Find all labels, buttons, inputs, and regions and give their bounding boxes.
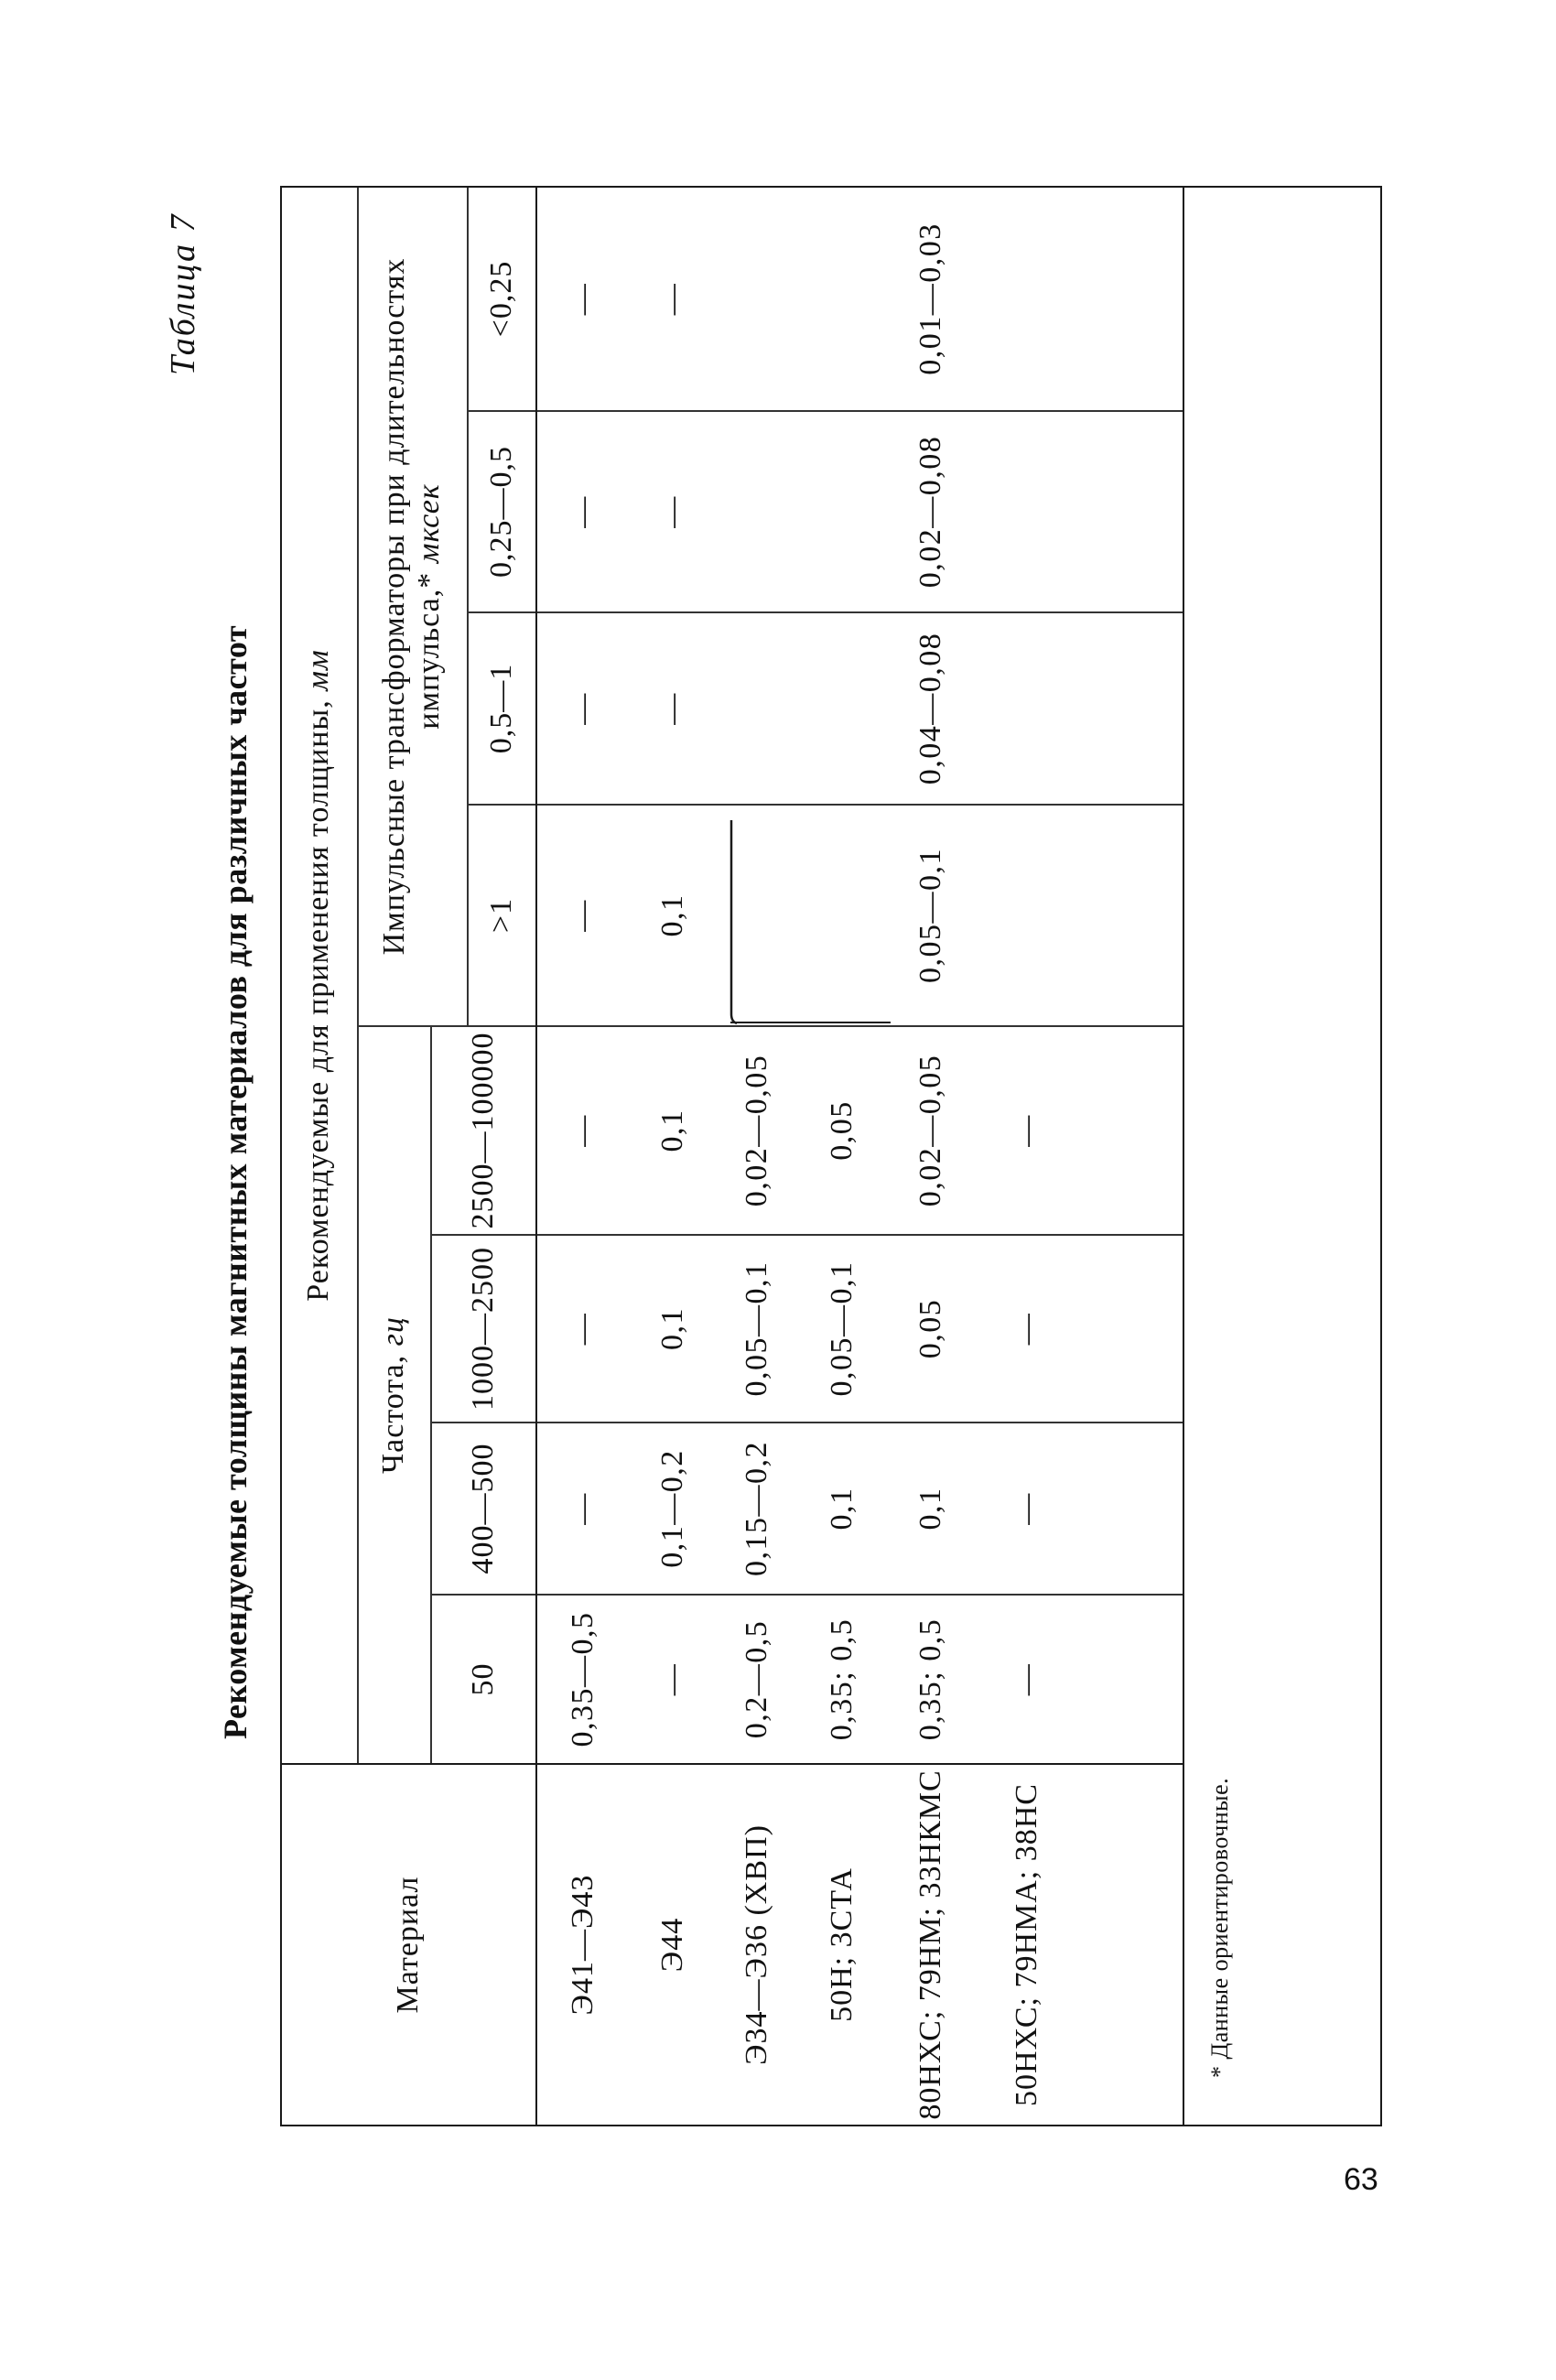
unit-mm: мм: [301, 649, 335, 691]
row-6-col-4: —: [1010, 1114, 1043, 1147]
row-5-col-1: 0,35; 0,5: [913, 1617, 947, 1741]
row-3-col-2: 0,15—0,2: [740, 1441, 773, 1576]
col-header-lt0.25: <0,25: [483, 260, 518, 338]
row-2-col-5: 0,1: [654, 893, 689, 937]
row-3-col-1: 0,2—0,5: [740, 1619, 773, 1739]
row-6-material: 50НХС; 79НМА; 38НС: [1010, 1783, 1043, 2106]
recommended-header-text: Рекомендуемые для применения толщины,: [301, 699, 335, 1302]
row-4-col-2: 0,1: [824, 1487, 859, 1531]
row-1-col-4: —: [566, 1114, 600, 1147]
page-number: 63: [1344, 2162, 1378, 2197]
table-label: Таблица 7: [164, 212, 202, 375]
table-left-border: [280, 2125, 1382, 2126]
row-2-col-4: 0,1: [654, 1109, 689, 1152]
row-1-material: Э41—Э43: [566, 1874, 600, 2016]
row-6-col-3: —: [1010, 1312, 1043, 1346]
row-2-col-3: 0,1: [654, 1307, 689, 1350]
row-1-col-1: 0,35—0,5: [566, 1611, 600, 1747]
col-header-400-500: 400—500: [465, 1443, 500, 1574]
brace-line: [730, 1022, 891, 1023]
row-1-col-3: —: [566, 1312, 600, 1346]
row-2-col-2: 0,1—0,2: [654, 1449, 689, 1568]
row-2-material: Э44: [654, 1917, 689, 1973]
row-group-brace: [728, 796, 856, 1034]
row-5-material: 80НХС; 79НМ; 33НКМС: [913, 1769, 947, 2120]
row-3-material: Э34—Э36 (ХВП): [740, 1824, 773, 2065]
frequency-header: [357, 1027, 430, 1763]
row-1-col-7: —: [566, 495, 600, 528]
col-header-0.5-1: 0,5—1: [483, 663, 518, 754]
row-5-col-6: 0,04—0,08: [913, 632, 947, 785]
unit-us: мксек: [412, 483, 446, 564]
col-header-gt1: >1: [483, 897, 518, 934]
col-header-0.25-0.5: 0,25—0,5: [483, 446, 518, 578]
material-header-text: Материал: [390, 1876, 425, 2014]
row-5-col-3: 0,05: [913, 1298, 947, 1359]
footnote-divider: [1183, 186, 1184, 2126]
table-title: Рекомендуемые толщины магнитных материалов для различных частот: [217, 624, 254, 1739]
table-bottom-border: [1380, 186, 1382, 2126]
row-1-col-5: —: [566, 899, 600, 932]
material-header: [280, 1765, 535, 2125]
row-4-col-4: 0,05: [824, 1100, 859, 1161]
row-3-col-4: 0,02—0,05: [740, 1054, 773, 1207]
col-header-1000-2500: 1000—2500: [465, 1247, 500, 1411]
row-2-col-8: —: [654, 282, 689, 316]
row-2-col-6: —: [654, 692, 689, 725]
row-5-col-2: 0,1: [913, 1487, 947, 1531]
row-6-col-2: —: [1010, 1492, 1043, 1525]
row-2-col-1: —: [654, 1662, 689, 1696]
col-header-50: 50: [465, 1662, 500, 1696]
row-5-col-4: 0,02—0,05: [913, 1054, 947, 1207]
row-4-material: 50Н; 3СТА: [824, 1867, 859, 2022]
col-header-2500-100000: 2500—100000: [465, 1032, 500, 1229]
pulse-header: [357, 188, 467, 1025]
row-6-col-1: —: [1010, 1662, 1043, 1696]
row-1-col-6: —: [566, 692, 600, 725]
pulse-header-text-2: импульса,*: [412, 571, 446, 730]
row-4-col-1: 0,35; 0,5: [824, 1617, 859, 1741]
row-5-col-8: 0,01—0,03: [913, 222, 947, 375]
frequency-header-text: Частота,: [376, 1354, 410, 1474]
row-1-col-2: —: [566, 1492, 600, 1525]
footnote: * Данные ориентировочные.: [1206, 1777, 1233, 2078]
recommended-header: [280, 188, 357, 1763]
row-5-col-7: 0,02—0,08: [913, 435, 947, 589]
row-4-col-3: 0,05—0,1: [824, 1260, 859, 1397]
unit-hz: гц: [376, 1316, 410, 1347]
row-5-col-5: 0,05—0,1: [913, 848, 947, 983]
row-2-col-7: —: [654, 495, 689, 528]
pulse-header-text: Импульсные трансформаторы при длительностях: [377, 257, 411, 956]
row-1-col-8: —: [566, 282, 600, 316]
row-3-col-3: 0,05—0,1: [740, 1260, 773, 1397]
